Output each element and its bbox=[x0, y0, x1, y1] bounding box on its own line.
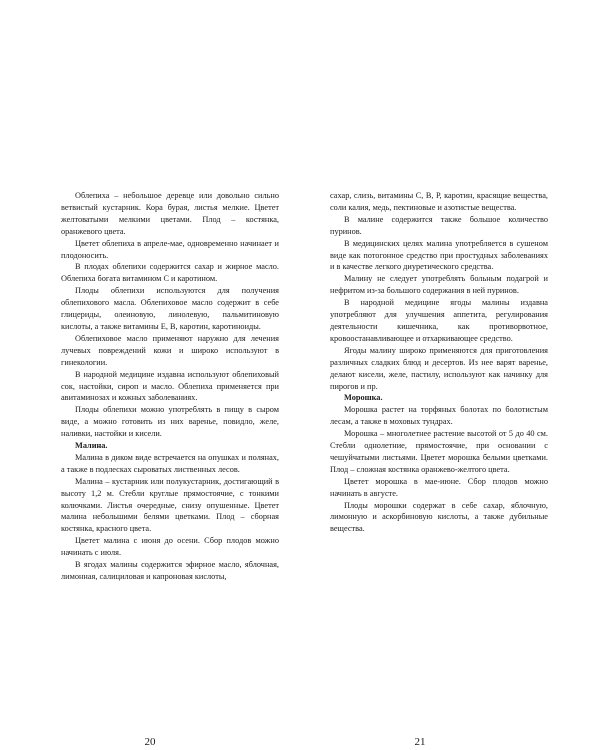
paragraph: В плодах облепихи содержится сахар и жирное масло. Облепиха богата витамином С и каротином. bbox=[61, 262, 279, 284]
paragraph: В медицинских целях малина употребляется в сушеном виде как потогонное средство при простудных заболеваниях и в качестве легкого диуретического средства. bbox=[330, 238, 548, 272]
paragraph: В малине содержится также большое количество пуринов. bbox=[330, 214, 548, 236]
paragraph: Облепиховое масло применяют наружно для лечения лучевых повреждений кожи и широко используют в гинекологии. bbox=[61, 333, 279, 367]
paragraph: Цветет морошка в мае-июне. Сбор плодов можно начинать в августе. bbox=[330, 476, 548, 498]
section-heading-moroshka: Морошка. bbox=[344, 393, 383, 403]
paragraph: Малина в диком виде встречается на опушках и полянах, а также в подлесках сыроватых лиственных лесов. bbox=[61, 452, 279, 474]
paragraph: В ягодах малины содержится эфирное масло, яблочная, лимонная, салициловая и капроновая кислоты, bbox=[61, 560, 279, 581]
left-page-text bbox=[61, 190, 279, 583]
paragraph: Морошка – многолетнее растение высотой от 5 до 40 см. Стебли однолетние, прямостоячие, при основании с чешуйчатыми листьями. Цветет морошка белыми цветками. Плод – сложная костянка оранжево-желтого цвета. bbox=[330, 429, 548, 474]
paragraph: Плоды облепихи можно употреблять в пищу в сыром виде, а можно готовить из них варенье, повидло, желе, наливки, настойки и кисели. bbox=[61, 405, 279, 439]
paragraph: Морошка растет на торфяных болотах по болотистым лесам, а также в моховых тундрах. bbox=[330, 405, 548, 427]
paragraph: Малина – кустарник или полукустарник, достигающий в высоту 1,2 м. Стебли круглые прямостоячие, с тонкими колючками. Листья очередные, снизу опушенные. Цветет малина небольшими белями цветками. Плод – сборная костянка, красного цвета. bbox=[61, 476, 279, 534]
paragraph: Малину не следует употреблять больным подагрой и нефритом из-за большого содержания в ней пуринов. bbox=[330, 274, 548, 296]
paragraph: сахар, слизь, витамины С, В, Р, каротин, красящие вещества, соли калия, медь, пектиновые и азотистые вещества. bbox=[330, 191, 548, 212]
paragraph: Плоды облепихи используются для получения облепихового масла. Облепиховое масло содержит в себе глицериды, олеиновую, линолевую, пальмитиновую кислоты, а также витамины Е, В, каротин, каротиноиды. bbox=[61, 286, 279, 331]
paragraph: Ягоды малину широко применяются для приготовления различных сладких блюд и десертов. Из нее варят варенье, делают кисели, желе, пастилу, используют как начинку для пирогов и пр. bbox=[330, 345, 548, 391]
paragraph: Цветет малина с июня до осени. Сбор плодов можно начинать с июля. bbox=[61, 536, 279, 558]
paragraph: Плоды морошки содержат в себе сахар, яблочную, лимонную и аскорбиновую кислоты, а также дубильные вещества. bbox=[330, 500, 548, 534]
page-number-left: 20 bbox=[144, 736, 156, 748]
paragraph: В народной медицине издавна используют облепиховый сок, настойки, сироп и масло. Облепиха применяется при авитаминозах и кожных заболеваниях. bbox=[61, 369, 279, 403]
paragraph: Облепиха – небольшое деревце или довольно сильно ветвистый кустарник. Кора бурая, листья мелкие. Цветет желтоватыми мелкими цветами. Плод – костянка, оранжевого цвета. bbox=[61, 191, 279, 236]
right-page-text bbox=[330, 190, 548, 535]
paragraph: Цветет облепиха в апреле-мае, одновременно начинает и плодоносить. bbox=[61, 238, 279, 260]
page-number-right: 21 bbox=[414, 736, 426, 748]
paragraph: В народной медицине ягоды малины издавна употребляют для улучшения аппетита, регулирования деятельности кишечника, как противорвотное, кровоостанавливающее и отхаркивающее средство. bbox=[330, 298, 548, 343]
section-heading-malina: Малина. bbox=[75, 441, 108, 451]
